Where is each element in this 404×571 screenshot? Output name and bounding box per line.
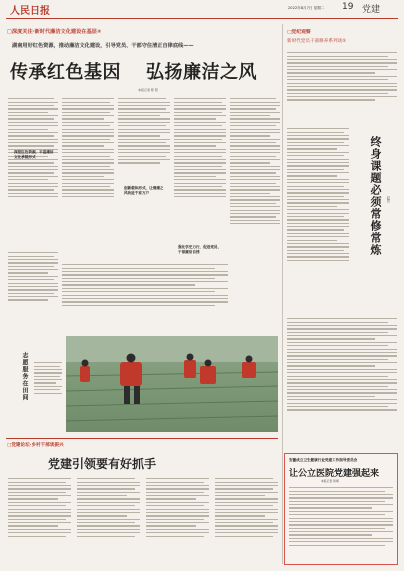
main-kicker: □深度关注·新时代廉洁文化建设在基层② — [7, 29, 102, 35]
boxed-byline: 本报记者 徐靖 — [321, 479, 339, 483]
main-body-col-5 — [230, 96, 280, 306]
right-body-left — [287, 126, 349, 316]
main-body-col-1 — [8, 96, 58, 246]
main-body-lower — [62, 262, 228, 342]
issue-date: 2022年8月7日 星期二 — [288, 6, 325, 10]
boxed-subtitle: 安徽成立卫生健康行业党建工作指导委员会 — [289, 458, 358, 462]
boxed-headline: 让公立医院党建强起来 — [289, 469, 380, 479]
main-body-col-4 — [174, 96, 226, 246]
bottom-body — [8, 476, 278, 566]
main-subhead-3: 强化学史力行，促进党员、干部廉洁自律 — [178, 245, 222, 254]
main-subhead-1: 深挖红色资源，丰富廉洁文化承载形式 — [14, 150, 54, 159]
photo-caption-text — [34, 360, 62, 420]
news-photo — [66, 336, 278, 432]
boxed-story — [284, 453, 398, 565]
main-subtitle: 湖南用好红色资源，推动廉洁文化建设，引导党员、干部守住清正自律底线—— — [12, 43, 194, 49]
boxed-body — [289, 485, 393, 561]
right-body-lower — [287, 316, 397, 450]
right-col-divider — [282, 24, 283, 564]
page-number: 19 — [342, 2, 354, 12]
right-vertical-headline: 终身课题必须常修常炼 — [369, 136, 382, 256]
right-byline: 赵贺 — [386, 196, 390, 203]
bottom-kicker: □党建论坛·乡村干部谈振兴 — [7, 443, 64, 448]
bottom-rule — [6, 438, 278, 439]
section-name: 党建 — [362, 5, 381, 15]
main-byline: 本报记者 陈 阳 — [138, 88, 158, 92]
main-body-col-1-lower — [8, 250, 58, 340]
main-subhead-2: 创新载体形式，让清廉之风吹进千家万户 — [124, 186, 164, 195]
photo-caption-title: 志愿服务在田间 — [21, 352, 28, 401]
right-kicker: □党纪观察 — [287, 30, 311, 35]
main-body-col-3 — [118, 96, 170, 246]
masthead — [0, 0, 404, 18]
bottom-headline: 党建引领要有好抓手 — [48, 457, 157, 471]
main-body-col-2 — [62, 96, 114, 246]
right-intro — [287, 50, 397, 120]
main-headline-left: 传承红色基因 — [10, 62, 121, 83]
masthead-rule — [6, 18, 398, 19]
main-headline-right: 弘扬廉洁之风 — [146, 62, 257, 83]
right-series: 新时代党员干部修养系列谈⑤ — [287, 39, 347, 44]
newspaper-logo: 人民日报 — [10, 6, 50, 17]
photo-scene — [66, 336, 278, 432]
